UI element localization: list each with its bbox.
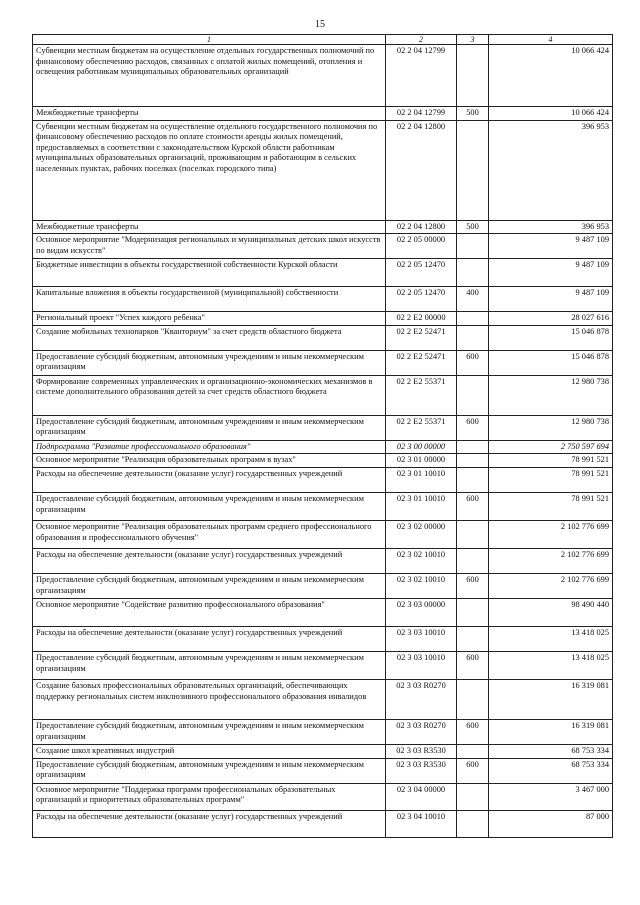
row-description: Подпрограмма "Развитие профессионального образования": [33, 440, 386, 454]
row-code: 02 2 E2 52471: [386, 350, 457, 375]
row-amount: 396 953: [489, 120, 613, 220]
row-description: Основное мероприятие "Содействие развитию профессионального образования": [33, 598, 386, 626]
row-amount: 13 418 025: [489, 626, 613, 651]
row-code: 02 3 03 R0270: [386, 719, 457, 744]
row-type: [457, 467, 489, 492]
row-type: 600: [457, 350, 489, 375]
row-amount: 78 991 521: [489, 492, 613, 520]
row-type: 400: [457, 287, 489, 312]
row-description: Предоставление субсидий бюджетным, автономным учреждениям и иным некоммерческим организациям: [33, 719, 386, 744]
row-amount: 12 980 738: [489, 415, 613, 440]
row-description: Основное мероприятие "Поддержка программ профессиональных образовательных организаций и приоритетных образовательных программ": [33, 783, 386, 810]
row-type: [457, 454, 489, 468]
row-description: Межбюджетные трансферты: [33, 220, 386, 234]
table-row: [33, 598, 613, 626]
table-row: [33, 312, 613, 326]
row-code: 02 3 02 10010: [386, 548, 457, 573]
row-type: [457, 440, 489, 454]
row-type: [457, 45, 489, 107]
row-code: 02 2 04 12800: [386, 120, 457, 220]
row-amount: 396 953: [489, 220, 613, 234]
row-amount: 9 487 109: [489, 234, 613, 259]
table-row: [33, 467, 613, 492]
row-amount: 16 319 081: [489, 719, 613, 744]
row-amount: 78 991 521: [489, 467, 613, 492]
table-row: [33, 626, 613, 651]
row-description: Основное мероприятие "Реализация образовательных программ в вузах": [33, 454, 386, 468]
row-code: 02 3 01 10010: [386, 492, 457, 520]
row-amount: 15 046 878: [489, 325, 613, 350]
row-type: [457, 783, 489, 810]
table-row: [33, 548, 613, 573]
header-col-4: 4: [489, 35, 613, 45]
row-code: 02 3 03 R0270: [386, 679, 457, 719]
row-code: 02 3 00 00000: [386, 440, 457, 454]
row-type: [457, 744, 489, 758]
row-code: 02 3 03 R3530: [386, 744, 457, 758]
row-type: [457, 598, 489, 626]
table-row: [33, 679, 613, 719]
table-row: [33, 45, 613, 107]
row-description: Основное мероприятие "Реализация образовательных программ среднего профессионального образования и профессионального обучения": [33, 520, 386, 548]
table-row: [33, 325, 613, 350]
row-description: Расходы на обеспечение деятельности (оказание услуг) государственных учреждений: [33, 548, 386, 573]
row-type: [457, 325, 489, 350]
row-code: 02 2 E2 52471: [386, 325, 457, 350]
row-type: [457, 626, 489, 651]
row-code: 02 2 05 00000: [386, 234, 457, 259]
row-type: [457, 520, 489, 548]
row-amount: 9 487 109: [489, 259, 613, 287]
table-row: [33, 375, 613, 415]
table-row: [33, 107, 613, 121]
row-description: Формирование современных управленческих и организационно-экономических механизмов в системе дополнительного образования детей за счет средств областного бюджета: [33, 375, 386, 415]
row-code: 02 2 E2 00000: [386, 312, 457, 326]
row-code: 02 2 04 12799: [386, 45, 457, 107]
row-amount: 10 066 424: [489, 45, 613, 107]
table-row: [33, 120, 613, 220]
row-code: 02 3 04 00000: [386, 783, 457, 810]
row-amount: 9 487 109: [489, 287, 613, 312]
row-type: 600: [457, 492, 489, 520]
row-type: [457, 375, 489, 415]
table-row: [33, 810, 613, 837]
row-type: 600: [457, 719, 489, 744]
row-code: 02 3 02 10010: [386, 573, 457, 598]
row-code: 02 3 03 R3530: [386, 758, 457, 783]
table-row: [33, 259, 613, 287]
row-type: 500: [457, 107, 489, 121]
row-description: Региональный проект "Успех каждого ребенка": [33, 312, 386, 326]
row-description: Создание базовых профессиональных образовательных организаций, обеспечивающих поддержку региональных систем инклюзивного профессионального образования инвалидов: [33, 679, 386, 719]
table-row: [33, 758, 613, 783]
row-code: 02 3 04 10010: [386, 810, 457, 837]
row-description: Предоставление субсидий бюджетным, автономным учреждениям и иным некоммерческим организациям: [33, 350, 386, 375]
row-description: Создание школ креативных индустрий: [33, 744, 386, 758]
row-type: 600: [457, 573, 489, 598]
row-type: [457, 259, 489, 287]
row-code: 02 2 05 12470: [386, 287, 457, 312]
row-amount: 28 027 616: [489, 312, 613, 326]
table-row: [33, 454, 613, 468]
row-type: [457, 234, 489, 259]
row-type: [457, 120, 489, 220]
row-code: 02 3 01 10010: [386, 467, 457, 492]
row-amount: 2 750 597 694: [489, 440, 613, 454]
row-code: 02 2 04 12800: [386, 220, 457, 234]
row-type: [457, 548, 489, 573]
row-code: 02 2 05 12470: [386, 259, 457, 287]
row-description: Капитальные вложения в объекты государственной (муниципальной) собственности: [33, 287, 386, 312]
row-description: Основное мероприятие "Модернизация региональных и муниципальных детских школ искусств по видам искусств": [33, 234, 386, 259]
row-description: Субвенции местным бюджетам на осуществление отдельных государственных полномочий по финансовому обеспечению расходов, связанных с оплатой жилых помещений, отопления и освещения работникам муниципальных образовательных организаций: [33, 45, 386, 107]
row-type: 600: [457, 415, 489, 440]
table-row: [33, 287, 613, 312]
row-description: Бюджетные инвестиции в объекты государственной собственности Курской области: [33, 259, 386, 287]
row-code: 02 3 03 00000: [386, 598, 457, 626]
row-type: 600: [457, 651, 489, 679]
header-col-3: 3: [457, 35, 489, 45]
row-amount: 10 066 424: [489, 107, 613, 121]
row-amount: 15 046 878: [489, 350, 613, 375]
row-code: 02 3 03 10010: [386, 626, 457, 651]
row-code: 02 2 E2 55371: [386, 375, 457, 415]
table-row: [33, 651, 613, 679]
row-code: 02 3 01 00000: [386, 454, 457, 468]
row-type: [457, 810, 489, 837]
row-code: 02 2 E2 55371: [386, 415, 457, 440]
row-description: Предоставление субсидий бюджетным, автономным учреждениям и иным некоммерческим организациям: [33, 573, 386, 598]
row-amount: 16 319 081: [489, 679, 613, 719]
table-header-row: [33, 35, 613, 45]
table-row: [33, 415, 613, 440]
row-description: Предоставление субсидий бюджетным, автономным учреждениям и иным некоммерческим организациям: [33, 415, 386, 440]
row-type: 600: [457, 758, 489, 783]
table-row: [33, 520, 613, 548]
row-amount: 2 102 776 699: [489, 520, 613, 548]
row-description: Создание мобильных технопарков "Кванториум" за счет средств областного бюджета: [33, 325, 386, 350]
row-type: [457, 312, 489, 326]
row-description: Предоставление субсидий бюджетным, автономным учреждениям и иным некоммерческим организациям: [33, 651, 386, 679]
table-row: [33, 573, 613, 598]
table-row: [33, 440, 613, 454]
table-row: [33, 492, 613, 520]
row-amount: 2 102 776 699: [489, 573, 613, 598]
row-amount: 3 467 000: [489, 783, 613, 810]
table-row: [33, 783, 613, 810]
row-description: Предоставление субсидий бюджетным, автономным учреждениям и иным некоммерческим организациям: [33, 492, 386, 520]
row-code: 02 3 02 00000: [386, 520, 457, 548]
table-row: [33, 719, 613, 744]
row-description: Субвенции местным бюджетам на осуществление отдельного государственного полномочия по финансовому обеспечению расходов по оплате стоимости аренды жилых помещений, предоставляемых в соответствии с законодательством Курской области работникам муниципальных образовательных организаций, проживающим и работающим в сельских населенных пунктах, рабочих поселках (поселках городского типа): [33, 120, 386, 220]
header-col-1: 1: [33, 35, 386, 45]
table-row: [33, 220, 613, 234]
row-description: Расходы на обеспечение деятельности (оказание услуг) государственных учреждений: [33, 467, 386, 492]
header-col-2: 2: [386, 35, 457, 45]
budget-table: [32, 34, 613, 838]
row-code: 02 3 03 10010: [386, 651, 457, 679]
row-amount: 12 980 738: [489, 375, 613, 415]
row-description: Расходы на обеспечение деятельности (оказание услуг) государственных учреждений: [33, 810, 386, 837]
table-row: [33, 234, 613, 259]
table-row: [33, 350, 613, 375]
row-type: [457, 679, 489, 719]
row-amount: 98 490 440: [489, 598, 613, 626]
row-amount: 68 753 334: [489, 744, 613, 758]
row-amount: 13 418 025: [489, 651, 613, 679]
row-description: Расходы на обеспечение деятельности (оказание услуг) государственных учреждений: [33, 626, 386, 651]
row-code: 02 2 04 12799: [386, 107, 457, 121]
table-row: [33, 744, 613, 758]
row-amount: 78 991 521: [489, 454, 613, 468]
row-description: Предоставление субсидий бюджетным, автономным учреждениям и иным некоммерческим организациям: [33, 758, 386, 783]
page-number: 15: [315, 19, 325, 30]
row-description: Межбюджетные трансферты: [33, 107, 386, 121]
row-type: 500: [457, 220, 489, 234]
row-amount: 68 753 334: [489, 758, 613, 783]
row-amount: 2 102 776 699: [489, 548, 613, 573]
row-amount: 87 000: [489, 810, 613, 837]
